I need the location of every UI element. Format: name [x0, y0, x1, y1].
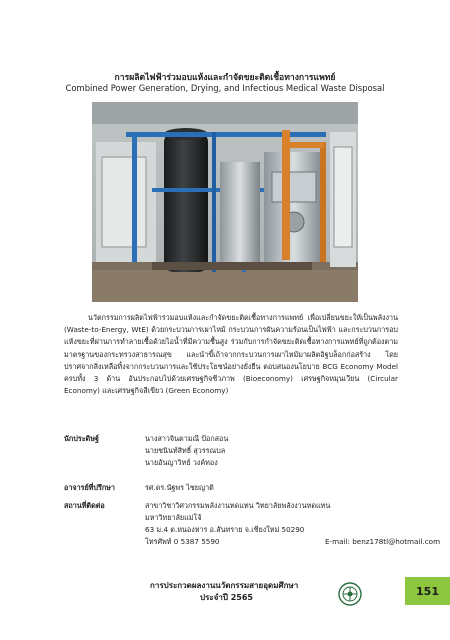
footer-caption	[150, 580, 330, 604]
contact-line: มหาวิทยาลัยแม่โจ้	[145, 513, 202, 522]
inventor-name: นายชนินท์สิทธิ์ สุวรรณบล	[145, 446, 226, 455]
inventor-name: นายอันญาวิทย์ วงค์ทอง	[145, 458, 218, 467]
page-number: 151	[405, 577, 450, 605]
advisor-name: รศ.ดร.นัฐพร ไชยญาติ	[145, 483, 214, 492]
advisor-label: อาจารย์ที่ปรึกษา	[64, 483, 115, 492]
contact-line: 63 ม.4 ต.หนองหาร อ.สันทราย จ.เชียงใหม่ 50290	[145, 525, 305, 534]
award-logo-icon	[338, 582, 362, 606]
contact-email: E-mail: benz178tl@hotmail.com	[325, 537, 441, 546]
inventors-label: นักประดิษฐ์	[64, 434, 99, 443]
inventor-name: นางสาวจินตามณี ป้อกสอน	[145, 434, 229, 443]
title-thai: การผลิตไฟฟ้าร่วมอบแห้งและกำจัดขยะติดเชื้อทางการแพทย์	[114, 73, 336, 83]
contact-phone: โทรศัพท์ 0 5387 5590	[145, 537, 220, 546]
contact-line: สาขาวิชาวิศวกรรมพลังงานทดแทน วิทยาลัยพลังงานทดแทน	[145, 501, 331, 510]
equipment-photo	[92, 102, 358, 302]
footer-line-2: ประจำปี 2565	[200, 593, 253, 602]
title-english: Combined Power Generation, Drying, and Infectious Medical Waste Disposal	[65, 83, 385, 93]
contact-label: สถานที่ติดต่อ	[64, 501, 105, 510]
footer-line-1: การประกวดผลงานนวัตกรรมสายอุดมศึกษา	[150, 581, 299, 590]
description-paragraph	[64, 312, 398, 397]
description-text: นวัตกรรมการผลิตไฟฟ้าร่วมอบแห้งและกำจัดขยะติดเชื้อทางการแพทย์ เพื่อเปลี่ยนขยะให้เป็นพลังงาน (Waste-to-Energy, WtE) ด้วยกระบวนการเผาไหม้ กระบวนการผันความร้อนเป็นไฟฟ้า และกระบวนการอบแห้งขยะที่ผ่านการทำลายเชื้อด้วยไอน้ำที่มีความชื้นสูง ร่วมกับการกำจัดขยะติดเชื้อทางการแพทย์ที่ถูกต้องตามมาตรฐานของกระทรวงสาธารณสุข และนำขี้เถ้าจากกระบวนการเผาไหม้มาผลิตอิฐบล็อกก่อสร้าง โดยปราศจากสิ่งเหลือทิ้งจากกระบวนการและใช้ประโยชน์อย่างยั่งยืน ตอบสนองนโยบาย BCG Economy Model ครบทั้ง 3 ด้าน อันประกอบไปด้วยเศรษฐกิจชีวภาพ (Bioeconomy) เศรษฐกิจหมุนเวียน (Circular Economy) และเศรษฐกิจสีเขียว (Green Economy)	[64, 313, 398, 396]
